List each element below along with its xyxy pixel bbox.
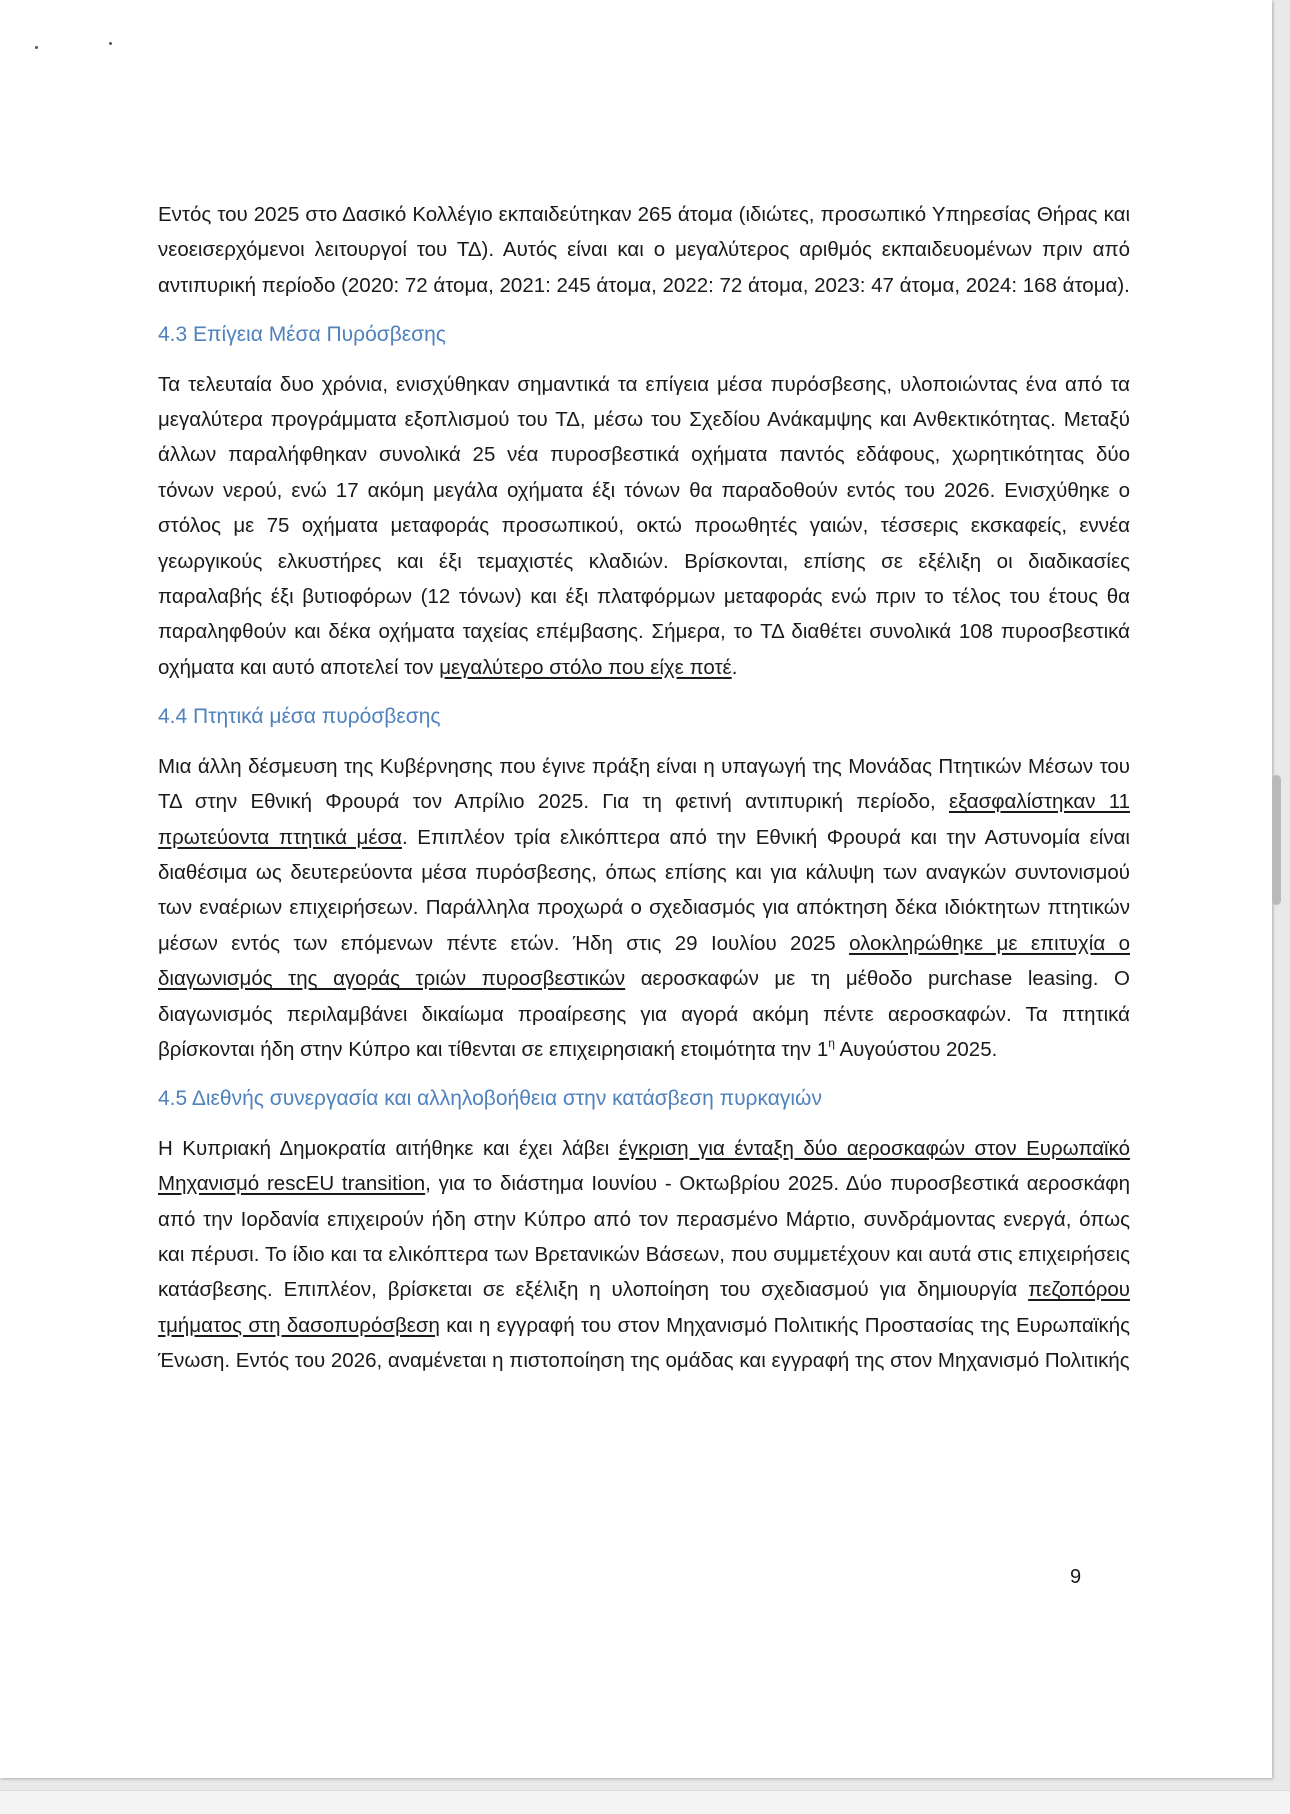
section-heading-4-5: 4.5 Διεθνής συνεργασία και αλληλοβοήθεια στην κατάσβεση πυρκαγιών bbox=[158, 1087, 822, 1111]
vertical-scrollbar-thumb[interactable] bbox=[1272, 775, 1281, 905]
section-4-4-paragraph: Μια άλλη δέσμευση της Κυβέρνησης που έγινε πράξη είναι η υπαγωγή της Μονάδας Πτητικών Μέσων του ΤΔ στην Εθνική Φρουρά τον Απρίλιο 2025. Για τη φετινή αντιπυρική περίοδο, εξασφαλίστηκαν 11 πρωτεύοντα πτητικά μέσα. Επιπλέον τρία ελικόπτερα από την Εθνική Φρουρά και την Αστυνομία είναι διαθέσιμα ως δευτερεύοντα μέσα πυρόσβεσης, όπως επίσης και για κάλυψη των αναγκών συντονισμού των εναέριων επιχειρήσεων. Παράλληλα προχωρά ο σχεδιασμός για απόκτηση δέκα ιδιόκτητων πτητικών μέσων εντός των επόμενων πέντε ετών. Ήδη στις 29 Ιουλίου 2025 ολοκληρώθηκε με επιτυχία ο διαγωνισμός της αγοράς τριών πυροσβεστικών αεροσκαφών με τη μέθοδο purchase leasing. Ο διαγωνισμός περιλαμβάνει δικαίωμα προαίρεσης για αγορά ακόμη πέντε αεροσκαφών. Τα πτητικά βρίσκονται ήδη στην Κύπρο και τίθενται σε επιχειρησιακή ετοιμότητα την $1^\eta$ Αυγούστου 2025. bbox=[158, 754, 1130, 1061]
underlined-phrase: πεζοπόρου τμήματος στη δασοπυρόσβεση bbox=[158, 1278, 1130, 1337]
section-4-3-paragraph: Τα τελευταία δυο χρόνια, ενισχύθηκαν σημαντικά τα επίγεια μέσα πυρόσβεσης, υλοποιώντας ένα από τα μεγαλύτερα προγράμματα εξοπλισμού του ΤΔ, μέσω του Σχεδίου Ανάκαμψης και Ανθεκτικότητας. Μεταξύ άλλων παραλήφθηκαν συνολικά 25 νέα πυροσβεστικά οχήματα παντός εδάφους, χωρητικότητας δύο τόνων νερού, ενώ 17 ακόμη μεγάλα οχήματα έξι τόνων θα παραδοθούν εντός του 2026. Ενισχύθηκε ο στόλος με 75 οχήματα μεταφοράς προσωπικού, οκτώ προωθητές γαιών, τέσσερις εκσκαφείς, εννέα γεωργικούς ελκυστήρες και έξι τεμαχιστές κλαδιών. Βρίσκονται, επίσης σε εξέλιξη οι διαδικασίες παραλαβής έξι βυτιοφόρων (12 τόνων) και έξι πλατφόρμων μεταφοράς ενώ πριν το τέλος του έτους θα παραληφθούν και δέκα οχήματα ταχείας επέμβασης. Σήμερα, το ΤΔ διαθέτει συνολικά 108 πυροσβεστικά οχήματα και αυτό αποτελεί τον μεγαλύτερο στόλο που είχε ποτέ. bbox=[158, 372, 1130, 679]
section-heading-4-3: 4.3 Επίγεια Μέσα Πυρόσβεσης bbox=[158, 323, 446, 347]
underlined-phrase: μεγαλύτερο στόλο που είχε ποτέ bbox=[439, 655, 732, 679]
underlined-phrase: εξασφαλίστηκαν 11 πρωτεύοντα πτητικά μέσα bbox=[158, 790, 1130, 849]
underlined-phrase: ολοκληρώθηκε με επιτυχία ο διαγωνισμός της αγοράς τριών πυροσβεστικών bbox=[158, 931, 1130, 991]
underlined-phrase: έγκριση για ένταξη δύο αεροσκαφών στον Ευρωπαϊκό Μηχανισμό rescEU transition bbox=[158, 1136, 1131, 1196]
next-page-edge bbox=[0, 1790, 1290, 1814]
scan-speck bbox=[109, 42, 112, 45]
section-heading-4-4: 4.4 Πτητικά μέσα πυρόσβεσης bbox=[158, 705, 441, 729]
ordinal-superscript: η bbox=[828, 1035, 835, 1050]
scan-speck bbox=[35, 46, 38, 49]
page-number: 9 bbox=[1070, 1566, 1082, 1588]
intro-paragraph: Εντός του 2025 στο Δασικό Κολλέγιο εκπαιδεύτηκαν 265 άτομα (ιδιώτες, προσωπικό Υπηρεσίας Θήρας και νεοεισερχόμενοι λειτουργοί του ΤΔ). Αυτός είναι και ο μεγαλύτερος αριθμός εκπαιδευομένων πριν από αντιπυρική περίοδο (2020: 72 άτομα, 2021: 245 άτομα, 2022: 72 άτομα, 2023: 47 άτομα, 2024: 168 άτομα). bbox=[158, 203, 1130, 297]
document-body bbox=[158, 197, 1130, 1379]
section-4-5-paragraph: Η Κυπριακή Δημοκρατία αιτήθηκε και έχει λάβει έγκριση για ένταξη δύο αεροσκαφών στον Ευρωπαϊκό Μηχανισμό rescEU transition, για το διάστημα Ιουνίου - Οκτωβρίου 2025. Δύο πυροσβεστικά αεροσκάφη από την Ιορδανία επιχειρούν ήδη στην Κύπρο από τον περασμένο Μάρτιο, συνδράμοντας ενεργά, όπως και πέρυσι. Το ίδιο και τα ελικόπτερα των Βρετανικών Βάσεων, που συμμετέχουν και αυτά στις επιχειρήσεις κατάσβεσης. Επιπλέον, βρίσκεται σε εξέλιξη η υλοποίηση του σχεδιασμού για δημιουργία πεζοπόρου τμήματος στη δασοπυρόσβεση και η εγγραφή του στον Μηχανισμό Πολιτικής Προστασίας της Ευρωπαϊκής Ένωση. Εντός του 2026, αναμένεται η πιστοποίηση της ομάδας και εγγραφή της στον Μηχανισμό Πολιτικής bbox=[158, 1136, 1131, 1373]
